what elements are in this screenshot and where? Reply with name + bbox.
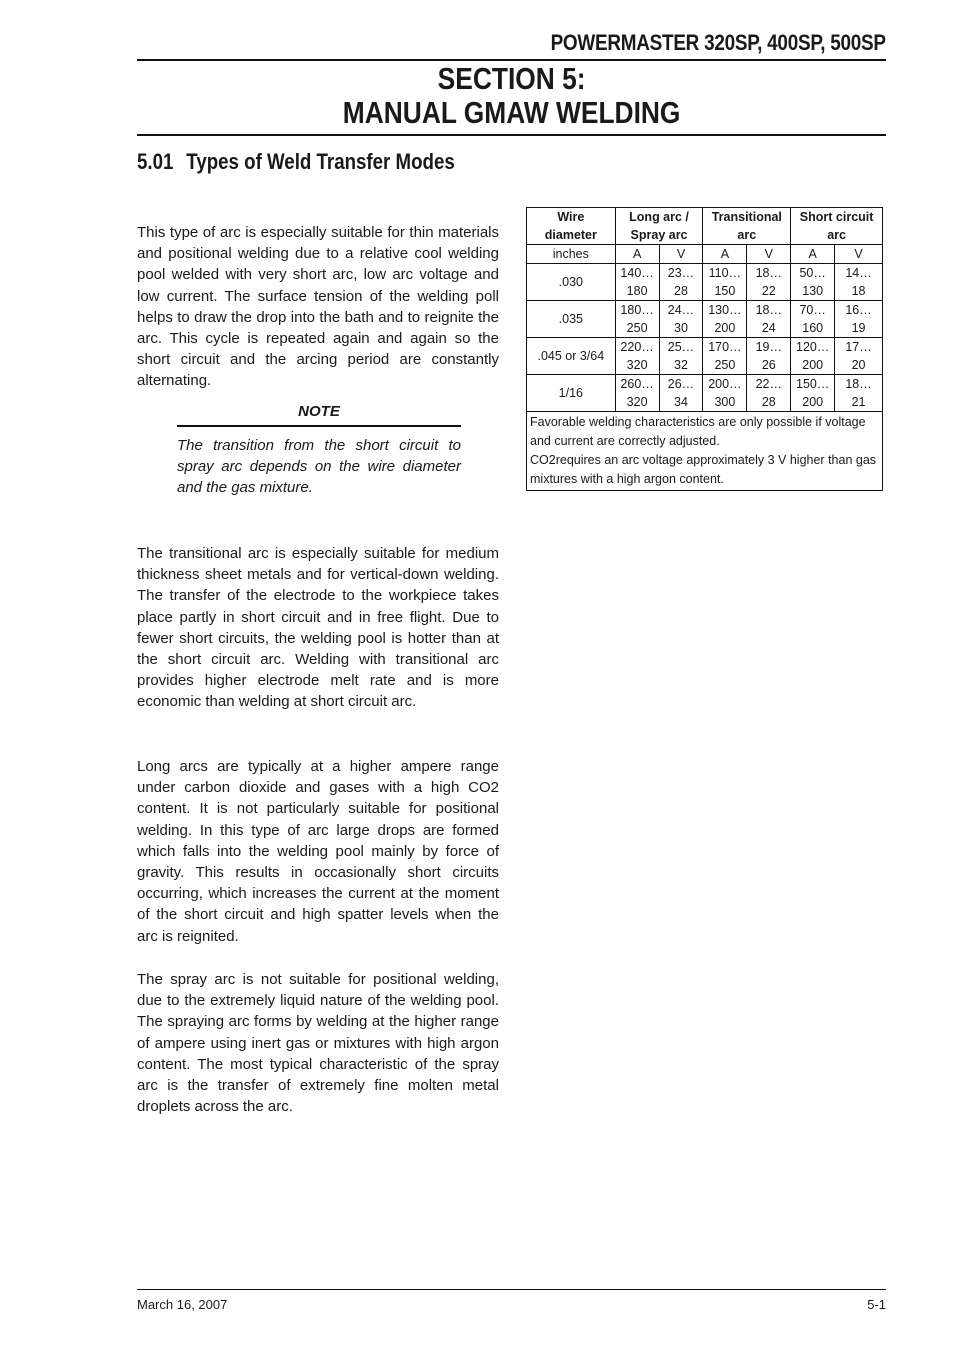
- paragraph-long-arc: Long arcs are typically at a higher ampere range under carbon dioxide and gases with a high CO2 content. It is not particularly suitable for positional welding. In this type of arc large drops are formed which falls into the welding pool mainly by force of gravity. This results in occasionally short circuits occurring, which increases the current at the moment of the short circuit and high spatter levels when the arc is reignited.: [137, 758, 499, 945]
- paragraph-transitional: The transitional arc is especially suitable for medium thickness sheet metals and for vertical-down welding. The transfer of the electrode to the workpiece takes place partly in short circuit and in free flight. Due to fewer short circuits, the welding pool is hotter than at the short circuit arc. Welding with transitional arc provides higher electrode melt rate and is more economic than welding at short circuit arc.: [137, 545, 499, 711]
- note-text: The transition from the short circuit to spray arc depends on the wire diameter and the gas mixture.: [177, 437, 461, 497]
- section-title: [137, 62, 886, 130]
- table-cell: 200… 300: [703, 375, 747, 412]
- note-rule: [177, 425, 461, 427]
- subsection-heading: [137, 149, 455, 175]
- header-transitional-arc: Transitional arc: [703, 208, 791, 245]
- table-header-row: [527, 208, 883, 245]
- table-cell: 70… 160: [791, 301, 835, 338]
- table-cell: 180… 250: [615, 301, 659, 338]
- section-rule: [137, 134, 886, 136]
- unit-cell: A: [615, 245, 659, 264]
- table-cell: 18… 24: [747, 301, 791, 338]
- table-cell: 24… 30: [659, 301, 703, 338]
- table-row: [527, 301, 883, 338]
- unit-cell: V: [659, 245, 703, 264]
- section-title-line2: MANUAL GMAW WELDING: [342, 95, 681, 130]
- paragraph-short-circuit: This type of arc is especially suitable for thin materials and positional welding due to a relative cool welding pool welded with very short arc, low arc voltage and low current. The surface tension of the welding poll helps to draw the drop into the bath and to reignite the arc. This cycle is repeated again and again so the short circuit and the arcing period are constantly alternating.: [137, 224, 499, 390]
- unit-cell: inches: [527, 245, 616, 264]
- table-cell: 26… 34: [659, 375, 703, 412]
- table-cell: 110… 150: [703, 264, 747, 301]
- table-cell: 120… 200: [791, 338, 835, 375]
- footnote-voltage: Favorable welding characteristics are only possible if voltage and current are correctly adjusted.: [530, 415, 866, 448]
- footer-rule: [137, 1289, 886, 1290]
- table-cell: 150… 200: [791, 375, 835, 412]
- wire-settings-table: [526, 207, 883, 491]
- wire-size-cell: .030: [527, 264, 616, 301]
- table-cell: 17… 20: [835, 338, 883, 375]
- table-row: [527, 375, 883, 412]
- table-cell: 18… 22: [747, 264, 791, 301]
- table-row: [527, 264, 883, 301]
- wire-size-cell: .045 or 3/64: [527, 338, 616, 375]
- header-long-arc: Long arc / Spray arc: [615, 208, 703, 245]
- wire-size-cell: 1/16: [527, 375, 616, 412]
- table-cell: 22… 28: [747, 375, 791, 412]
- table-footnote: [527, 412, 883, 491]
- unit-cell: V: [747, 245, 791, 264]
- subsection-number: 5.01: [137, 149, 174, 174]
- table-cell: 140… 180: [615, 264, 659, 301]
- table-cell: 50… 130: [791, 264, 835, 301]
- note-heading: NOTE: [298, 403, 340, 420]
- wire-size-cell: .035: [527, 301, 616, 338]
- table-footnote-row: [527, 412, 883, 491]
- page-number: 5-1: [867, 1297, 886, 1312]
- footer-date: March 16, 2007: [137, 1297, 228, 1312]
- unit-cell: A: [791, 245, 835, 264]
- subsection-title: Types of Weld Transfer Modes: [186, 149, 455, 174]
- section-title-line1: SECTION 5:: [437, 61, 586, 96]
- product-title: POWERMASTER 320SP, 400SP, 500SP: [550, 30, 886, 55]
- table-cell: 170… 250: [703, 338, 747, 375]
- table-cell: 18… 21: [835, 375, 883, 412]
- table-units-row: [527, 245, 883, 264]
- footnote-co2: CO2requires an arc voltage approximately 3 V higher than gas mixtures with a high argon content.: [530, 453, 877, 486]
- table-cell: 23… 28: [659, 264, 703, 301]
- paragraph-spray-arc: The spray arc is not suitable for positional welding, due to the extremely liquid nature of the welding pool. The spraying arc forms by welding at the higher range of ampere using inert gas or mixtures with high argon content. The most typical characteristic of the spray arc is the transfer of extremely fine molten metal droplets across the arc.: [137, 971, 499, 1116]
- table-cell: 260… 320: [615, 375, 659, 412]
- header-short-circuit-arc: Short circuit arc: [791, 208, 883, 245]
- table-cell: 14… 18: [835, 264, 883, 301]
- table-cell: 16… 19: [835, 301, 883, 338]
- table-row: [527, 338, 883, 375]
- header-wire-diameter: Wire diameter: [527, 208, 616, 245]
- unit-cell: A: [703, 245, 747, 264]
- table-cell: 130… 200: [703, 301, 747, 338]
- unit-cell: V: [835, 245, 883, 264]
- table-cell: 220… 320: [615, 338, 659, 375]
- table-cell: 19… 26: [747, 338, 791, 375]
- table-cell: 25… 32: [659, 338, 703, 375]
